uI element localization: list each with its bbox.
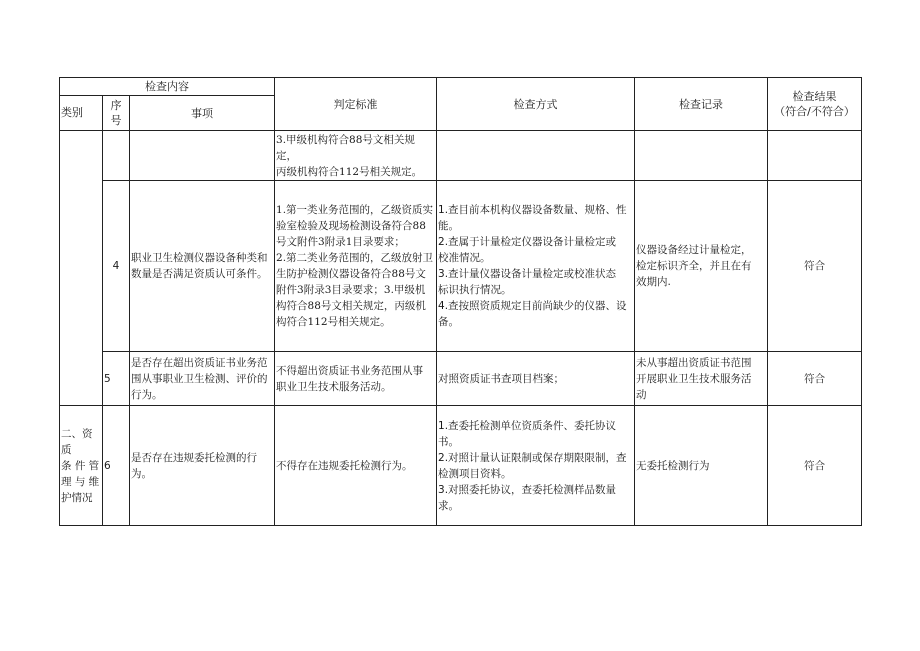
result-cell: 符合	[768, 406, 862, 526]
cell-line: 附件3附录3目录要求；3.甲级机	[276, 284, 426, 296]
result-cell	[768, 131, 862, 181]
header-result	[768, 78, 862, 131]
header-seq	[103, 96, 130, 131]
cell-line: 二、资质	[61, 427, 93, 456]
header-method: 检查方式	[437, 78, 635, 131]
cell-line: 是否存在超出资质证书业务范	[131, 356, 268, 369]
cell-line: 构符合88号文相关规定，丙级机	[276, 300, 426, 312]
cell-line: 生防护检测仪器设备符合88号文	[276, 268, 426, 280]
cell-line: 不得超出资质证书业务范围从事	[276, 364, 424, 377]
cell-line: 是否存在违规委托检测的行	[131, 451, 257, 464]
cell-line: 职业卫生技术服务活动。	[276, 380, 392, 393]
cell-line: 不得存在违规委托检测行为。	[276, 459, 413, 472]
criteria-cell	[275, 181, 437, 352]
cell-line: 构符合112号相关规定。	[276, 316, 391, 328]
record-cell	[635, 131, 768, 181]
table-row	[60, 131, 862, 181]
cell-line: 检测项目资料。	[438, 467, 512, 480]
cell-line: 3.对照委托协议，查委托检测样品数量求。	[438, 483, 617, 512]
cell-line: 丙级机构符合112号相关规定。	[276, 165, 423, 178]
cell-line: 1.查目前本机构仪器设备数量、规格、性	[438, 204, 627, 216]
method-cell	[437, 181, 635, 352]
cell-line: 验室检验及现场检测设备符合88	[276, 220, 426, 232]
table-row	[60, 181, 862, 352]
cell-line: 为。	[131, 467, 152, 480]
inspection-table	[59, 77, 862, 526]
cell-line: 2.第二类业务范围的，乙级放射卫	[276, 252, 434, 264]
table-row	[60, 406, 862, 526]
cell-line: 围从事职业卫生检测、评价的	[131, 372, 268, 385]
item-cell	[130, 352, 275, 406]
cell-line: 护情况	[61, 491, 93, 504]
method-cell	[437, 352, 635, 406]
cell-line: 理 与 维	[61, 475, 100, 488]
header-row-1	[60, 78, 862, 96]
record-cell	[635, 352, 768, 406]
header-check-content: 检查内容	[60, 78, 275, 96]
cell-line: 对照资质证书查项目档案；	[438, 372, 565, 385]
cell-line: 条 件 管	[61, 459, 100, 472]
category-cell-empty	[60, 131, 103, 406]
header-result-line2: （符合/不符合）	[774, 105, 855, 118]
cell-line: 能。	[438, 220, 460, 232]
seq-cell: 5	[103, 352, 130, 406]
record-cell	[635, 181, 768, 352]
criteria-cell	[275, 406, 437, 526]
cell-line: 4.查按照资质规定目前尚缺少的仪器、设	[438, 300, 627, 312]
item-cell	[130, 131, 275, 181]
cell-line: 3.查计量仪器设备计量检定或校准状态	[438, 268, 617, 280]
cell-line: 3.甲级机构符合88号文相关规定，	[276, 133, 415, 162]
cell-line: 备。	[438, 316, 460, 328]
result-cell: 符合	[768, 352, 862, 406]
cell-line: 校准情况。	[438, 252, 491, 264]
cell-line: 效期内.	[636, 276, 671, 288]
item-cell	[130, 181, 275, 352]
cell-line: 2.对照计量认证限制或保存期限限制，查	[438, 451, 627, 464]
seq-cell	[103, 131, 130, 181]
method-cell	[437, 131, 635, 181]
cell-line: 仪器设备经过计量检定，	[636, 244, 752, 256]
criteria-cell	[275, 131, 437, 181]
seq-cell: 4	[103, 181, 130, 352]
category-cell	[60, 406, 103, 526]
cell-line: 数量是否满足资质认可条件。	[131, 268, 268, 280]
cell-line: 检定标识齐全，并且在有	[636, 260, 752, 272]
record-cell	[635, 406, 768, 526]
cell-line: 职业卫生检测仪器设备种类和	[131, 252, 268, 264]
cell-line: 无委托检测行为	[636, 459, 710, 472]
item-cell	[130, 406, 275, 526]
criteria-cell	[275, 352, 437, 406]
header-category: 类别	[60, 96, 103, 131]
table-row	[60, 352, 862, 406]
cell-line: 1.第一类业务范围的，乙级资质实	[276, 204, 434, 216]
result-cell: 符合	[768, 181, 862, 352]
method-cell	[437, 406, 635, 526]
header-item: 事项	[130, 96, 275, 131]
cell-line: 号文附件3附录1目录要求；	[276, 236, 405, 248]
cell-line: 标识执行情况。	[438, 284, 512, 296]
cell-line: 动	[636, 388, 647, 401]
header-record: 检查记录	[635, 78, 768, 131]
header-criteria: 判定标准	[275, 78, 437, 131]
cell-line: 开展职业卫生技术服务活	[636, 372, 752, 385]
header-seq-line1: 序	[110, 99, 122, 112]
cell-line: 未从事超出资质证书范围	[636, 356, 752, 369]
header-seq-line2: 号	[110, 114, 122, 127]
header-result-line1: 检查结果	[792, 90, 837, 103]
cell-line: 1.查委托检测单位资质条件、委托协议书。	[438, 419, 617, 448]
cell-line: 行为。	[131, 388, 163, 401]
cell-line: 2.查属于计量检定仪器设备计量检定或	[438, 236, 617, 248]
seq-cell: 6	[103, 406, 130, 526]
